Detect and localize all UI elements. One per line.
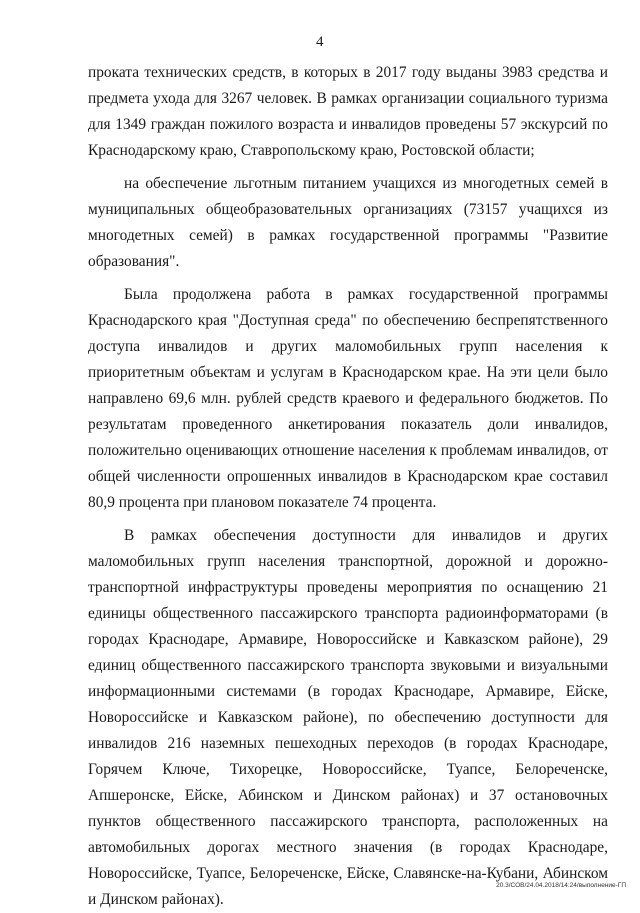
- paragraph-school-meals: на обеспечение льготным питанием учащихся из многодетных семей в муниципальных общеобразовательных организациях (73157 учащихся из многодетных семей) в рамках государственной программы "Развитие образования".: [88, 175, 608, 270]
- paragraph-accessible-environment: Была продолжена работа в рамках государственной программы Краснодарского края "Доступная среда" по обеспечению беспрепятственного доступа инвалидов и других маломобильных групп населения к приоритетным объектам и услугам в Краснодарском крае. На эти цели было направлено 69,6 млн. рублей средств краевого и федерального бюджетов. По результатам проведенного анкетирования показатель доли инвалидов, положительно оценивающих отношение населения к проблемам инвалидов, от общей численности опрошенных инвалидов в Краснодарском крае составил 80,9 процента при плановом показателе 74 процента.: [88, 286, 608, 511]
- document-body: [88, 60, 608, 913]
- footer-document-code: 20.3/СОВ/24.04.2018/14:24/выполнение-ГП: [496, 882, 626, 889]
- page-number: 4: [316, 34, 324, 50]
- paragraph-rental-tourism: проката технических средств, в которых в 2017 году выданы 3983 средства и предмета ухода для 3267 человек. В рамках организации социального туризма для 1349 граждан пожилого возраста и инвалидов проведены 57 экскурсий по Краснодарскому краю, Ставропольскому краю, Ростовской области;: [88, 64, 608, 159]
- paragraph-transport-infrastructure: В рамках обеспечения доступности для инвалидов и других маломобильных групп населения транспортной, дорожной и дорожно-транспортной инфраструктуры проведены мероприятия по оснащению 21 единицы общественного пассажирского транспорта радиоинформаторами (в городах Краснодаре, Армавире, Новороссийске и Кавказском районе), 29 единиц общественного пассажирского транспорта звуковыми и визуальными информационными системами (в городах Краснодаре, Армавире, Ейске, Новороссийске и Кавказском районе), по обеспечению доступности для инвалидов 216 наземных пешеходных переходов (в городах Краснодаре, Горячем Ключе, Тихорецке, Новороссийске, Туапсе, Белореченске, Апшеронске, Ейске, Абинском и Динском районах) и 37 остановочных пунктов общественного пассажирского транспорта, расположенных на автомобильных дорогах местного значения (в городах Краснодаре, Новороссийске, Туапсе, Белореченске, Ейске, Славянске-на-Кубани, Абинском и Динском районах).: [88, 527, 608, 908]
